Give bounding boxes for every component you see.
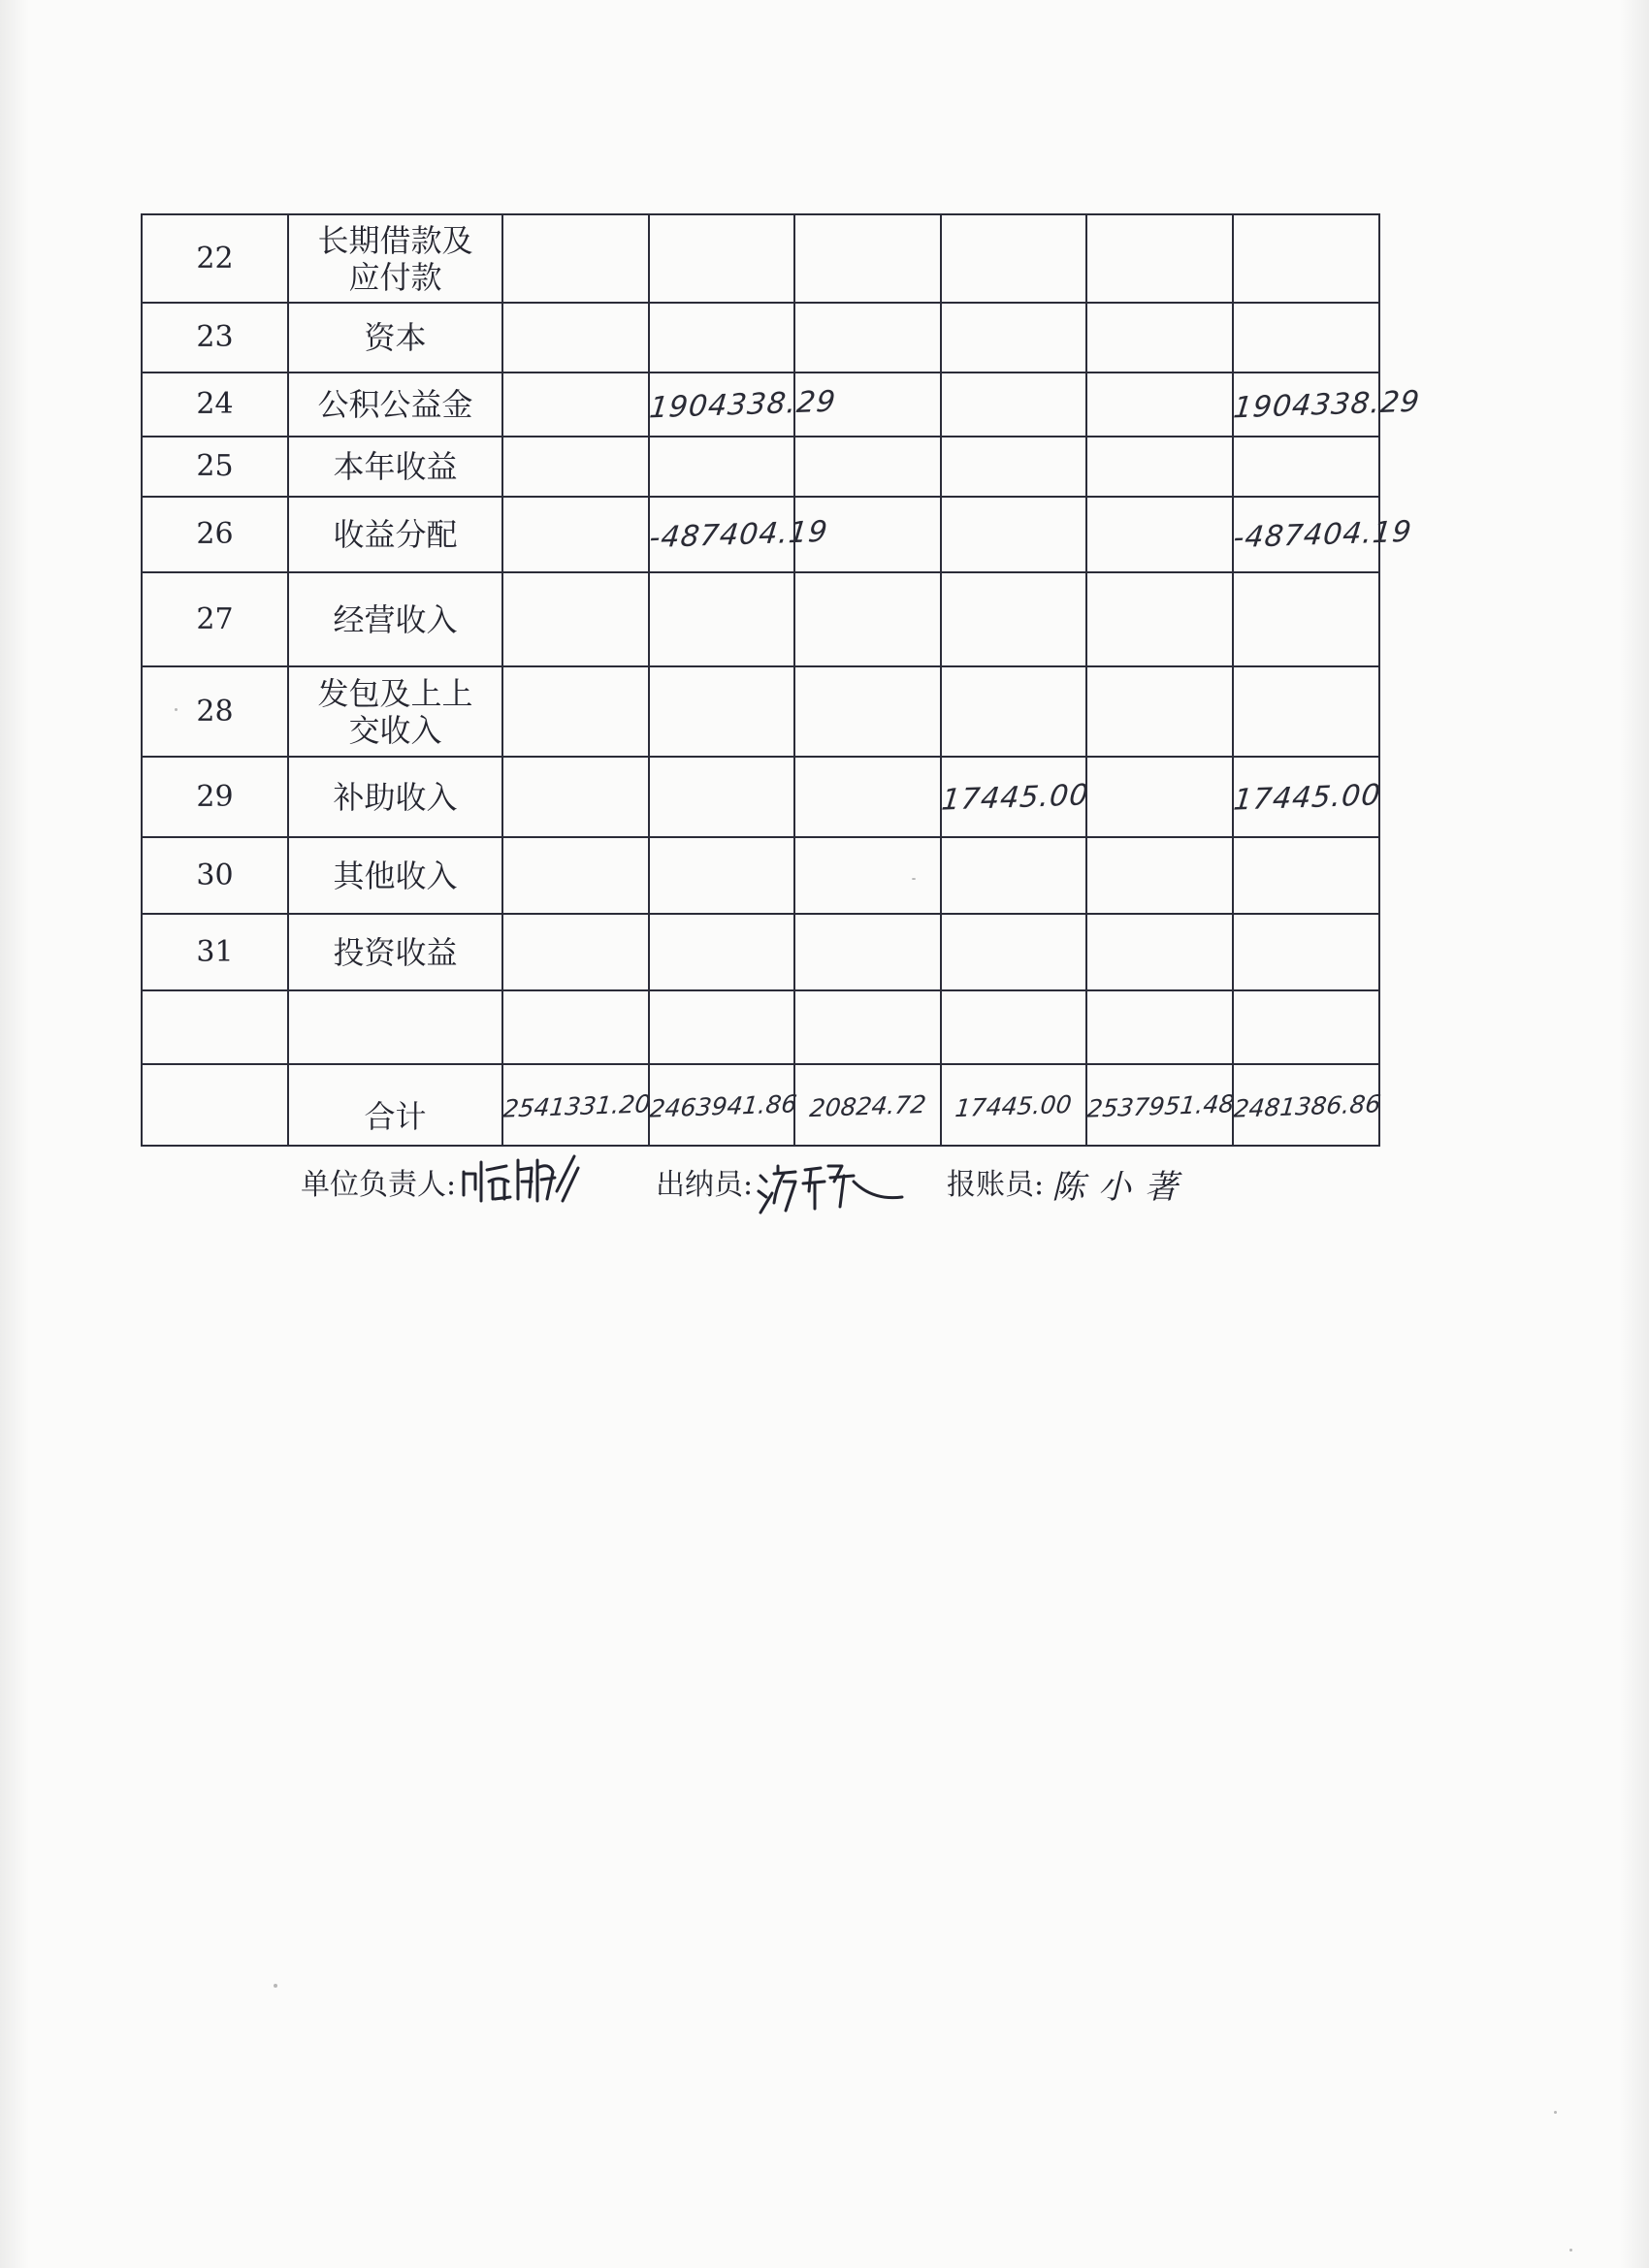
unit-head-handwritten-signature xyxy=(460,1152,586,1218)
cell xyxy=(794,572,941,666)
total-cell xyxy=(1085,1064,1237,1146)
table-row xyxy=(142,497,1379,572)
cell xyxy=(647,497,830,572)
cell-value: 17445.00 xyxy=(1231,777,1383,818)
signature-line xyxy=(301,1160,1271,1228)
row-item xyxy=(288,990,502,1064)
row-item: 经营收入 xyxy=(288,572,502,666)
cell-value: 1904338.29 xyxy=(1231,384,1422,426)
cell xyxy=(794,373,941,437)
unit-head-label: 单位负责人: xyxy=(301,1168,457,1202)
row-item: 投资收益 xyxy=(288,914,502,990)
cell xyxy=(1086,666,1233,757)
cell xyxy=(794,497,941,572)
cell xyxy=(941,914,1086,990)
cell xyxy=(1086,214,1233,303)
cashier-handwritten-signature xyxy=(757,1152,922,1228)
cell xyxy=(502,497,649,572)
row-item: 本年收益 xyxy=(288,437,502,497)
cell xyxy=(502,303,649,373)
row-number: 30 xyxy=(142,837,288,914)
ledger-table xyxy=(141,213,1422,1147)
cell xyxy=(1086,497,1233,572)
scan-speck xyxy=(1569,2249,1572,2252)
cell xyxy=(1086,437,1233,497)
accountant-label: 报账员: xyxy=(947,1168,1045,1202)
cell xyxy=(1233,666,1379,757)
total-value: 2537951.48 xyxy=(1085,1088,1237,1123)
cell-value: -487404.19 xyxy=(647,514,830,556)
scan-speck xyxy=(912,878,916,880)
cell xyxy=(794,837,941,914)
cell xyxy=(941,373,1086,437)
scan-speck xyxy=(175,708,178,711)
row-item: 补助收入 xyxy=(288,757,502,837)
row-item xyxy=(288,666,502,757)
cell xyxy=(647,373,838,437)
table-row xyxy=(142,572,1379,666)
row-item-text: 长期借款及应付款 xyxy=(317,221,473,296)
total-cell xyxy=(1232,1064,1383,1146)
cell xyxy=(1086,837,1233,914)
table-row xyxy=(142,303,1379,373)
row-number: 22 xyxy=(142,214,288,303)
cell xyxy=(502,437,649,497)
cell xyxy=(794,914,941,990)
row-number: 31 xyxy=(142,914,288,990)
table-row xyxy=(142,373,1379,437)
cell xyxy=(1233,572,1379,666)
cell-value: 1904338.29 xyxy=(647,384,838,426)
scan-edge-left xyxy=(0,0,29,2268)
row-number: 28 xyxy=(142,666,288,757)
cell xyxy=(939,757,1091,837)
cell xyxy=(649,666,794,757)
cell xyxy=(649,837,794,914)
cell-value: -487404.19 xyxy=(1231,514,1414,556)
cell xyxy=(502,914,649,990)
cell xyxy=(502,572,649,666)
total-value: 2463941.86 xyxy=(648,1088,799,1123)
cell xyxy=(1233,214,1379,303)
table-row xyxy=(142,214,1379,303)
cell xyxy=(1233,437,1379,497)
cell xyxy=(794,303,941,373)
cell xyxy=(649,757,794,837)
cell xyxy=(941,497,1086,572)
cell xyxy=(1086,303,1233,373)
cell xyxy=(794,666,941,757)
row-item: 资本 xyxy=(288,303,502,373)
cell xyxy=(502,990,649,1064)
cell xyxy=(941,303,1086,373)
cell xyxy=(649,572,794,666)
table-row xyxy=(142,437,1379,497)
total-value: 20824.72 xyxy=(808,1089,927,1122)
row-item: 其他收入 xyxy=(288,837,502,914)
row-number: 27 xyxy=(142,572,288,666)
scan-edge-right xyxy=(1620,0,1649,2268)
total-value: 17445.00 xyxy=(954,1089,1074,1122)
cell xyxy=(794,437,941,497)
cell xyxy=(1233,303,1379,373)
total-label-text: 合计 xyxy=(364,1098,427,1135)
cell xyxy=(941,837,1086,914)
cell xyxy=(649,437,794,497)
cell xyxy=(649,990,794,1064)
cell xyxy=(1231,497,1414,572)
cell xyxy=(1231,757,1383,837)
cell xyxy=(1233,990,1379,1064)
cell xyxy=(1231,373,1422,437)
table-row xyxy=(142,666,1379,757)
cell xyxy=(941,214,1086,303)
cell xyxy=(794,214,941,303)
cell xyxy=(502,214,649,303)
table-row xyxy=(142,757,1379,837)
row-number xyxy=(142,1064,288,1146)
cell xyxy=(1086,914,1233,990)
table-row xyxy=(142,914,1379,990)
row-number: 29 xyxy=(142,757,288,837)
cell xyxy=(941,572,1086,666)
scan-speck xyxy=(274,1984,277,1988)
cell-value: 17445.00 xyxy=(939,777,1091,818)
cell xyxy=(502,666,649,757)
row-number: 26 xyxy=(142,497,288,572)
table-row xyxy=(142,837,1379,914)
unit-head-signature xyxy=(301,1160,586,1218)
cell xyxy=(1086,757,1233,837)
scan-speck xyxy=(1554,2111,1557,2114)
cell xyxy=(941,437,1086,497)
cell xyxy=(941,666,1086,757)
cell xyxy=(649,303,794,373)
row-number xyxy=(142,990,288,1064)
total-row xyxy=(142,1064,1379,1146)
cell xyxy=(1086,572,1233,666)
cashier-label: 出纳员: xyxy=(656,1168,754,1202)
cell xyxy=(502,373,649,437)
cell xyxy=(794,990,941,1064)
total-cell xyxy=(941,1064,1086,1146)
cell xyxy=(502,837,649,914)
total-cell xyxy=(501,1064,653,1146)
cell xyxy=(1086,990,1233,1064)
total-cell xyxy=(648,1064,799,1146)
cell xyxy=(941,990,1086,1064)
cell xyxy=(1233,837,1379,914)
row-item: 收益分配 xyxy=(288,497,502,572)
row-item-text: 发包及上上交收入 xyxy=(317,674,473,749)
cell xyxy=(794,757,941,837)
cell xyxy=(649,914,794,990)
total-label xyxy=(288,1064,502,1146)
total-cell xyxy=(794,1064,941,1146)
row-number: 24 xyxy=(142,373,288,437)
cashier-signature xyxy=(656,1160,922,1228)
row-item xyxy=(288,214,502,303)
cell xyxy=(1086,373,1233,437)
total-value: 2481386.86 xyxy=(1232,1088,1383,1123)
cell xyxy=(1233,914,1379,990)
row-number: 23 xyxy=(142,303,288,373)
row-number: 25 xyxy=(142,437,288,497)
accountant-handwritten-name: 陈小著 xyxy=(1051,1168,1192,1207)
total-value: 2541331.20 xyxy=(501,1088,653,1123)
accountant-signature xyxy=(947,1160,1191,1208)
cell xyxy=(502,757,649,837)
table-row xyxy=(142,990,1379,1064)
row-item: 公积公益金 xyxy=(288,373,502,437)
cell xyxy=(649,214,794,303)
